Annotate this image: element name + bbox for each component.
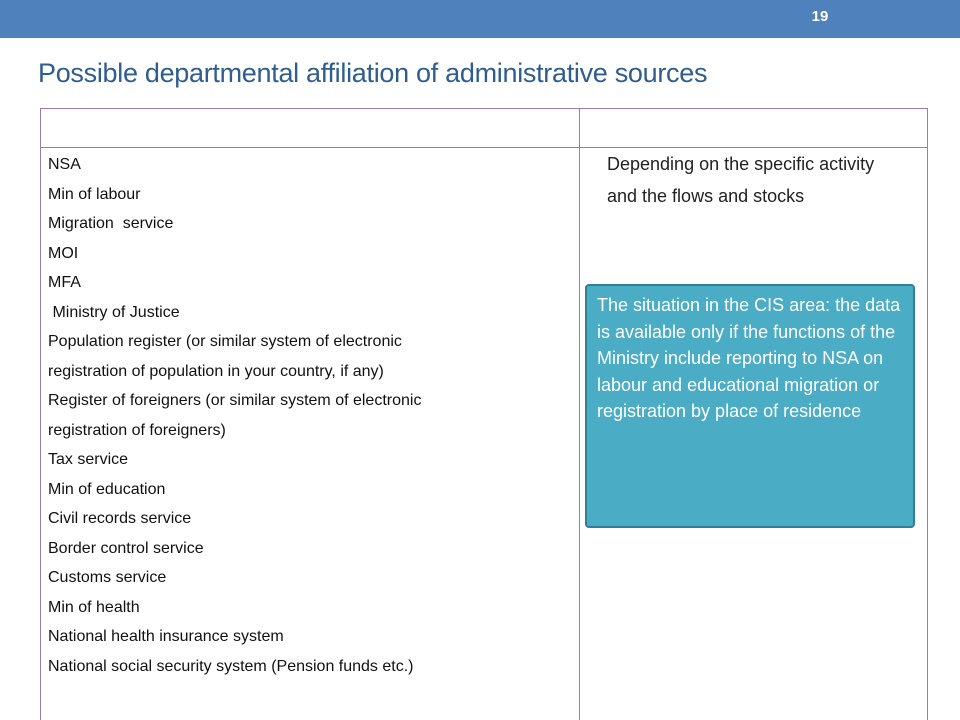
list-item: registration of population in your country, if any) [48, 362, 384, 380]
list-item: National social security system (Pension funds etc.) [48, 657, 414, 675]
list-item: NSA [48, 156, 81, 173]
page-number: 19 [811, 8, 829, 25]
cis-callout-text: The situation in the CIS area: the data is available only if the functions of the Ministry include reporting to NSA on labour and educational migration or registration by place of residence [597, 295, 901, 421]
list-item: Min of health [48, 598, 140, 616]
list-item: Ministry of Justice [48, 303, 180, 321]
list-item: Tax service [48, 451, 129, 468]
list-item: registration of foreigners) [48, 421, 226, 439]
table-column-divider [579, 108, 580, 720]
list-item: MOI [48, 244, 79, 262]
top-bar [0, 0, 960, 38]
cis-callout-box [585, 284, 915, 528]
list-item: Min of labour [48, 185, 141, 203]
flows-note: Depending on the specific activity and the flows and stocks [607, 154, 875, 206]
list-item: Migration service [48, 215, 174, 232]
source-list [48, 150, 421, 681]
list-item: National health insurance system [48, 628, 284, 645]
list-item: Register of foreigners (or similar system of electronic [48, 392, 422, 409]
list-item: Customs service [48, 569, 167, 586]
list-item: MFA [48, 274, 81, 291]
list-item: Civil records service [48, 510, 192, 527]
list-item: Border control service [48, 539, 204, 557]
list-item: Min of education [48, 480, 166, 498]
list-item: Population register (or similar system of electronic [48, 333, 402, 350]
slide-title: Possible departmental affiliation of administrative sources [38, 58, 708, 88]
